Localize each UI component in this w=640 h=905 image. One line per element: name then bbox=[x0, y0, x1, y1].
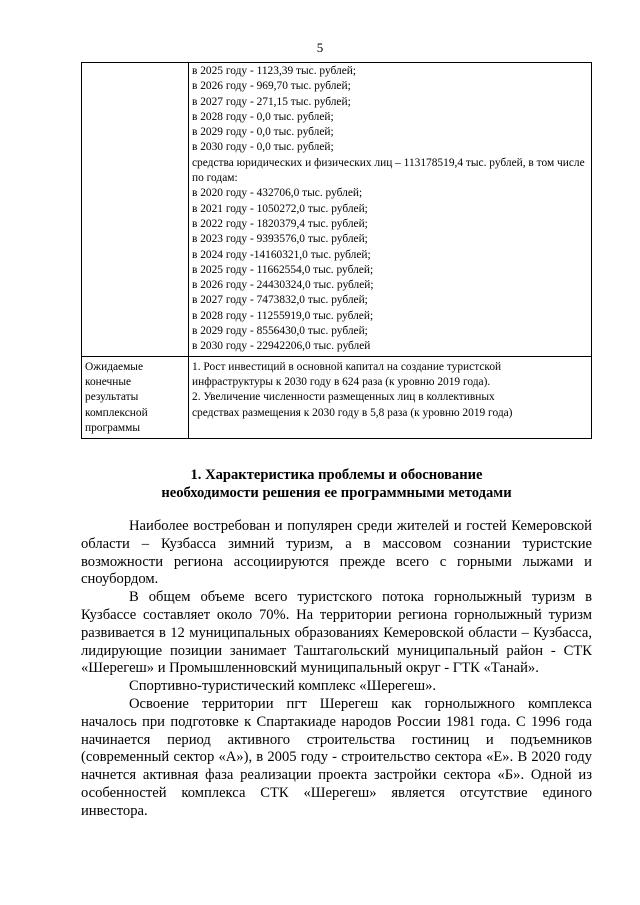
funding-line: в 2030 году - 0,0 тыс. рублей; bbox=[192, 141, 334, 154]
funding-line: в 2026 году - 24430324,0 тыс. рублей; bbox=[192, 279, 374, 292]
results-line: средствах размещения к 2030 году в 5,8 раза (к уровню 2019 года) bbox=[192, 406, 513, 419]
funding-line: в 2024 году -14160321,0 тыс. рублей; bbox=[192, 248, 371, 261]
section-title bbox=[81, 466, 592, 502]
body-text bbox=[81, 518, 592, 821]
funding-label-cell bbox=[82, 63, 189, 357]
results-row bbox=[82, 356, 592, 438]
results-label-line: результаты bbox=[85, 391, 139, 404]
funding-values-cell bbox=[189, 63, 592, 357]
results-label-cell bbox=[82, 356, 189, 438]
funding-line: в 2026 году - 969,70 тыс. рублей; bbox=[192, 80, 351, 93]
funding-line: в 2022 году - 1820379,4 тыс. рублей; bbox=[192, 217, 368, 230]
funding-line: в 2021 году - 1050272,0 тыс. рублей; bbox=[192, 202, 368, 215]
funding-row bbox=[82, 63, 592, 357]
section-title-line: необходимости решения ее программными методами bbox=[161, 485, 512, 501]
program-passport-table bbox=[81, 62, 592, 439]
results-line: 2. Увеличение численности размещенных лиц в коллективных bbox=[192, 391, 495, 404]
paragraph: Спортивно-туристический комплекс «Шерегеш». bbox=[129, 678, 437, 695]
page-number: 5 bbox=[316, 40, 324, 55]
results-label-line: конечные bbox=[85, 375, 132, 388]
funding-line: в 2020 году - 432706,0 тыс. рублей; bbox=[192, 187, 363, 200]
funding-line: в 2028 году - 0,0 тыс. рублей; bbox=[192, 110, 334, 123]
results-label-line: Ожидаемые bbox=[85, 360, 144, 373]
paragraph: Наиболее востребован и популярен среди жителей и гостей Кемеровской области – Кузбасса зимний туризм, а в массовом сознании туристские возможности региона ассоциируются прежде всего с горными лыжами и сноубордом. bbox=[81, 518, 592, 588]
funding-line: средства юридических и физических лиц – 113178519,4 тыс. рублей, в том числе по годам: bbox=[192, 156, 585, 185]
funding-line: в 2023 году - 9393576,0 тыс. рублей; bbox=[192, 233, 368, 246]
funding-line: в 2029 году - 0,0 тыс. рублей; bbox=[192, 126, 334, 139]
funding-line: в 2030 году - 22942206,0 тыс. рублей bbox=[192, 340, 371, 353]
funding-line: в 2027 году - 7473832,0 тыс. рублей; bbox=[192, 294, 368, 307]
paragraph: Освоение территории пгт Шерегеш как горнолыжного комплекса началось при подготовке к Спартакиаде народов России 1981 года. С 1996 года начинается период активного строительства гостиниц и подъемников (современный сектор «А»), в 2005 году - строительство сектора «Е». В 2020 году начнется активная фаза реализации проекта застройки сектора «Б». Одной из особенностей комплекса СТК «Шерегеш» является отсутствие единого инвестора. bbox=[81, 695, 592, 819]
results-line: инфраструктуры к 2030 году в 624 раза (к уровню 2019 года). bbox=[192, 375, 491, 388]
funding-line: в 2027 году - 271,15 тыс. рублей; bbox=[192, 95, 351, 108]
funding-line: в 2025 году - 11662554,0 тыс. рублей; bbox=[192, 263, 374, 276]
funding-line: в 2029 году - 8556430,0 тыс. рублей; bbox=[192, 325, 368, 338]
results-values-cell bbox=[189, 356, 592, 438]
funding-line: в 2025 году - 1123,39 тыс. рублей; bbox=[192, 65, 357, 77]
results-line: 1. Рост инвестиций в основной капитал на создание туристской bbox=[192, 360, 502, 373]
results-label-line: комплексной bbox=[85, 406, 148, 419]
funding-line: в 2028 году - 11255919,0 тыс. рублей; bbox=[192, 309, 374, 322]
section-title-line: 1. Характеристика проблемы и обоснование bbox=[190, 467, 483, 483]
results-label-line: программы bbox=[85, 421, 140, 434]
paragraph: В общем объеме всего туристского потока горнолыжный туризм в Кузбассе составляет около 70%. На территории региона горнолыжный туризм развивается в 12 муниципальных образованиях Кемеровской области – Кузбасса, лидирующие позиции занимает Таштагольский муниципальный район - СТК «Шерегеш» и Промышленновский муниципальный округ - ГТК «Танай». bbox=[81, 589, 592, 677]
